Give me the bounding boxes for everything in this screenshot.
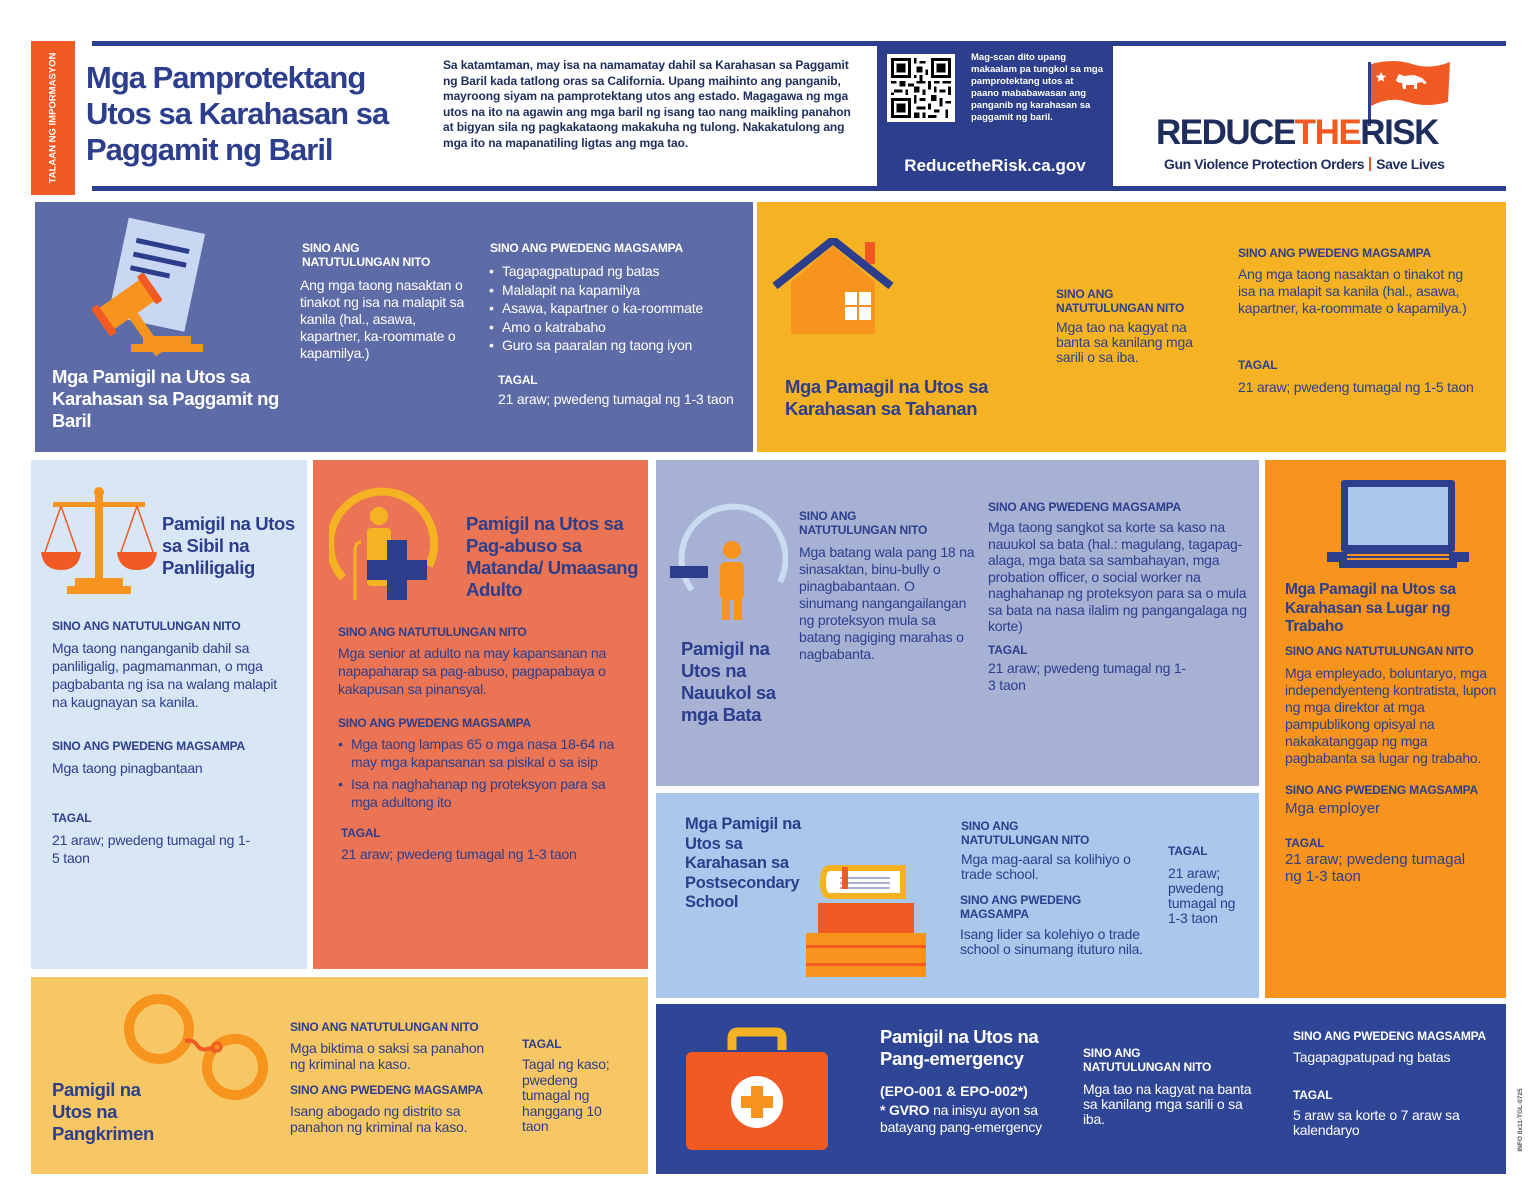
gvro-duration: 21 araw; pwedeng tumagal ng 1-3 taon bbox=[498, 391, 734, 407]
books-icon bbox=[800, 859, 930, 979]
civil-who-files-label: SINO ANG PWEDENG MAGSAMPA bbox=[52, 739, 246, 753]
emergency-note-text: na inisyu ayon sa batayang pang-emergency bbox=[880, 1102, 1042, 1135]
card-postsecondary-school-order bbox=[656, 793, 1259, 998]
gvro-who-helps-label: SINO ANG NATUTULUNGAN NITO bbox=[302, 241, 431, 269]
criminal-duration: Tagal ng kaso; pwedeng tumagal ng hanggang 10 taon bbox=[522, 1056, 610, 1134]
emergency-duration-label: TAGAL bbox=[1293, 1088, 1333, 1102]
emergency-note-strong: * GVRO bbox=[880, 1102, 930, 1118]
civil-duration: 21 araw; pwedeng tumagal ng 1-5 taon bbox=[52, 832, 250, 866]
domestic-duration: 21 araw; pwedeng tumagal ng 1-5 taon bbox=[1238, 379, 1474, 395]
card-juvenile-order bbox=[656, 460, 1259, 786]
civil-who-helps: Mga taong nanganganib dahil sa panliligalig, pagmamanman, o mga pagbabanta ng isa na walang malapit na kaugnayan sa kanila. bbox=[52, 640, 277, 710]
domestic-who-helps: Mga tao na kagyat na banta sa kanilang mga sarili o sa iba. bbox=[1056, 319, 1193, 365]
postsecondary-who-helps-label: SINO ANG NATUTULUNGAN NITO bbox=[961, 819, 1090, 847]
domestic-title: Mga Pamagil na Utos sa Karahasan sa Tahanan bbox=[785, 376, 988, 419]
civil-who-files: Mga taong pinagbantaan bbox=[52, 760, 203, 776]
criminal-who-files-label: SINO ANG PWEDENG MAGSAMPA bbox=[290, 1083, 484, 1097]
domestic-who-files: Ang mga taong nasaktan o tinakot ng isa na malapit sa kanila (hal., asawa, kapartner, ka-roommate o kapamilya.) bbox=[1238, 266, 1467, 316]
workplace-duration-label: TAGAL bbox=[1285, 836, 1325, 850]
logo-tagline-b: Save Lives bbox=[1376, 156, 1445, 172]
postsecondary-title: Mga Pamigil na Utos sa Karahasan sa Postsecondary School bbox=[685, 815, 801, 911]
postsecondary-who-files-label: SINO ANG PWEDENG MAGSAMPA bbox=[960, 893, 1082, 921]
postsecondary-duration-label: TAGAL bbox=[1168, 844, 1208, 858]
juvenile-duration-label: TAGAL bbox=[988, 643, 1028, 657]
elder-who-files-list bbox=[338, 735, 628, 811]
logo-tagline bbox=[1164, 156, 1445, 173]
domestic-who-helps-label: SINO ANG NATUTULUNGAN NITO bbox=[1056, 287, 1185, 315]
workplace-title: Mga Pamagil na Utos sa Karahasan sa Lugar ng Trabaho bbox=[1285, 581, 1456, 635]
workplace-who-files-label: SINO ANG PWEDENG MAGSAMPA bbox=[1285, 783, 1479, 797]
scales-of-justice-icon bbox=[39, 486, 159, 596]
elder-who-helps-label: SINO ANG NATUTULUNGAN NITO bbox=[338, 625, 527, 639]
card-workplace-violence-order bbox=[1265, 460, 1506, 998]
juvenile-who-helps-label: SINO ANG NATUTULUNGAN NITO bbox=[799, 509, 928, 537]
emergency-duration: 5 araw sa korte o 7 araw sa kalendaryo bbox=[1293, 1107, 1460, 1138]
card-emergency-protective-order bbox=[656, 1004, 1506, 1174]
gvro-duration-label: TAGAL bbox=[498, 373, 538, 387]
criminal-who-helps-label: SINO ANG NATUTULUNGAN NITO bbox=[290, 1020, 479, 1034]
logo-wordmark bbox=[1156, 114, 1438, 152]
fact-sheet-tab-label: TALAAN NG IMPORMASYON bbox=[47, 52, 59, 184]
card-criminal-protective-order bbox=[31, 977, 648, 1174]
logo-tagline-a: Gun Violence Protection Orders bbox=[1164, 156, 1365, 172]
list-item: • Malalapit na kapamilya bbox=[489, 281, 739, 300]
emergency-who-files: Tagapagpatupad ng batas bbox=[1293, 1049, 1451, 1065]
juvenile-duration: 21 araw; pwedeng tumagal ng 1-3 taon bbox=[988, 660, 1186, 693]
criminal-who-files: Isang abogado ng distrito sa panahon ng kriminal na kaso. bbox=[290, 1103, 468, 1135]
emergency-note bbox=[880, 1102, 1070, 1136]
logo-reduce: REDUCE bbox=[1156, 113, 1295, 152]
domestic-who-files-label: SINO ANG PWEDENG MAGSAMPA bbox=[1238, 246, 1432, 260]
postsecondary-who-helps: Mga mag-aaral sa kolihiyo o trade school. bbox=[961, 851, 1131, 882]
card-gun-violence-restraining-order bbox=[35, 202, 753, 452]
fact-sheet-tab bbox=[31, 41, 75, 195]
workplace-duration: 21 araw; pwedeng tumagal ng 1-3 taon bbox=[1285, 851, 1466, 885]
elder-who-files-label: SINO ANG PWEDENG MAGSAMPA bbox=[338, 716, 532, 730]
card-elder-abuse-order bbox=[313, 460, 648, 969]
document-code: INFO 8x11-TGL-0725 bbox=[1517, 1088, 1524, 1152]
page-title-line-1: Mga Pamprotektang bbox=[86, 60, 366, 95]
reduce-the-risk-logo bbox=[1130, 56, 1500, 186]
qr-code[interactable] bbox=[887, 54, 955, 122]
juvenile-title: Pamigil na Utos na Nauukol sa mga Bata bbox=[681, 638, 776, 725]
first-aid-kit-icon bbox=[682, 1026, 832, 1154]
laptop-icon bbox=[1323, 476, 1473, 576]
intro-paragraph: Sa katamtaman, may isa na namamatay dahil sa Karahasan sa Paggamit ng Baril kada tatlong oras sa California. Upang maihinto ang panganib, mayroong siyam na pamprotektang utos ang estado. Magagawa ng mga utos na ito na agawin ang mga baril ng isang tao nang maikling panahon at bigyan sila ng pagkakataong makakuha ng tulong. Nakakatulong ang mga ito na mapanatiling ligtas ang mga tao. bbox=[443, 58, 851, 150]
civil-who-helps-label: SINO ANG NATUTULUNGAN NITO bbox=[52, 619, 241, 633]
civil-title: Pamigil na Utos sa Sibil na Panliligalig bbox=[162, 513, 295, 578]
emergency-who-helps-label: SINO ANG NATUTULUNGAN NITO bbox=[1083, 1046, 1212, 1074]
list-item: • Mga taong lampas 65 o mga nasa 18-64 na may mga kapansanan sa pisikal o sa isip bbox=[338, 735, 628, 771]
gvro-who-files-label: SINO ANG PWEDENG MAGSAMPA bbox=[490, 241, 684, 255]
juvenile-who-helps: Mga batang wala pang 18 na sinasaktan, binu-bully o pinagbabantaan. O sinumang nangangailangan ng proteksyon mula sa batang nagiging marahas o nagbabanta. bbox=[799, 544, 975, 662]
elder-duration: 21 araw; pwedeng tumagal ng 1-3 taon bbox=[341, 846, 577, 862]
logo-the: THE bbox=[1294, 113, 1361, 152]
house-icon bbox=[771, 238, 896, 338]
juvenile-who-files: Mga taong sangkot sa korte sa kaso na nauukol sa bata (hal.: magulang, tagapag-alaga, mga bata sa sambahayan, mga probation officer, o social worker na naghahanap ng proteksyon para sa o mula sa bata na nasa ilalim ng pangangalaga ng korte) bbox=[988, 519, 1247, 634]
header-bottom-rule bbox=[92, 186, 1506, 191]
elder-who-helps: Mga senior at adulto na may kapansanan na napapaharap sa pag-abuso, pagpapabaya o kakapusan sa pinansyal. bbox=[338, 645, 607, 697]
criminal-who-helps: Mga biktima o saksi sa panahon ng kriminal na kaso. bbox=[290, 1040, 484, 1072]
list-item: • Asawa, kapartner o ka-roommate bbox=[489, 299, 739, 318]
criminal-title: Pamigil na Utos na Pangkrimen bbox=[52, 1079, 154, 1144]
header-top-rule bbox=[92, 41, 1506, 46]
qr-instructions: Mag-scan dito upang makaalam pa tungkol sa mga pamprotektang utos at paano mababawasan ang panganib ng karahasan sa paggamit ng baril. bbox=[971, 52, 1103, 123]
list-item: • Amo o katrabaho bbox=[489, 318, 739, 337]
qr-code-icon bbox=[891, 58, 951, 118]
emergency-who-files-label: SINO ANG PWEDENG MAGSAMPA bbox=[1293, 1029, 1487, 1043]
gvro-who-helps: Ang mga taong nasaktan o tinakot ng isa na malapit sa kanila (hal., asawa, kapartner, ka-roommate o kapamilya.) bbox=[300, 277, 465, 361]
domestic-duration-label: TAGAL bbox=[1238, 358, 1278, 372]
postsecondary-who-files: Isang lider sa kolehiyo o trade school o sinumang ituturo nila. bbox=[960, 926, 1143, 957]
page-title-line-3: Paggamit ng Baril bbox=[86, 132, 333, 167]
civil-duration-label: TAGAL bbox=[52, 811, 92, 825]
list-item: • Guro sa paaralan ng taong iyon bbox=[489, 336, 739, 355]
emergency-who-helps: Mga tao na kagyat na banta sa kanilang mga sarili o sa iba. bbox=[1083, 1081, 1252, 1127]
logo-risk: RISK bbox=[1360, 113, 1438, 152]
workplace-who-files: Mga employer bbox=[1285, 800, 1381, 817]
elder-duration-label: TAGAL bbox=[341, 826, 381, 840]
gvro-title: Mga Pamigil na Utos sa Karahasan sa Paggamit ng Baril bbox=[52, 366, 279, 431]
site-url[interactable]: ReducetheRisk.ca.gov bbox=[904, 156, 1086, 175]
page-title bbox=[86, 60, 431, 168]
child-icon bbox=[668, 496, 788, 622]
juvenile-who-files-label: SINO ANG PWEDENG MAGSAMPA bbox=[988, 500, 1182, 514]
elder-medical-icon bbox=[329, 482, 439, 606]
list-item: • Isa na naghahanap ng proteksyon para sa mga adultong ito bbox=[338, 775, 628, 811]
document-gavel-icon bbox=[63, 216, 213, 356]
postsecondary-duration: 21 araw; pwedeng tumagal ng 1-3 taon bbox=[1168, 865, 1236, 926]
workplace-who-helps-label: SINO ANG NATUTULUNGAN NITO bbox=[1285, 644, 1474, 658]
qr-panel bbox=[877, 46, 1113, 186]
elder-title: Pamigil na Utos sa Pag-abuso sa Matanda/ Umaasang Adulto bbox=[466, 513, 639, 600]
card-domestic-violence-order bbox=[757, 202, 1506, 452]
list-item: • Tagapagpatupad ng batas bbox=[489, 262, 739, 281]
workplace-who-helps: Mga empleyado, boluntaryo, mga independyenteng kontratista, lupon ng mga direktor at mga pampublikong opisyal na nakakatanggap ng mga pagbabanta sa lugar ng trabaho. bbox=[1285, 665, 1497, 766]
gvro-who-files-list bbox=[489, 262, 739, 355]
emergency-codes: (EPO-001 & EPO-002*) bbox=[880, 1083, 1028, 1099]
emergency-title: Pamigil na Utos na Pang-emergency bbox=[880, 1026, 1039, 1069]
criminal-duration-label: TAGAL bbox=[522, 1037, 562, 1051]
page-title-line-2: Utos sa Karahasan sa bbox=[86, 96, 389, 131]
card-civil-harassment-order bbox=[31, 460, 307, 969]
